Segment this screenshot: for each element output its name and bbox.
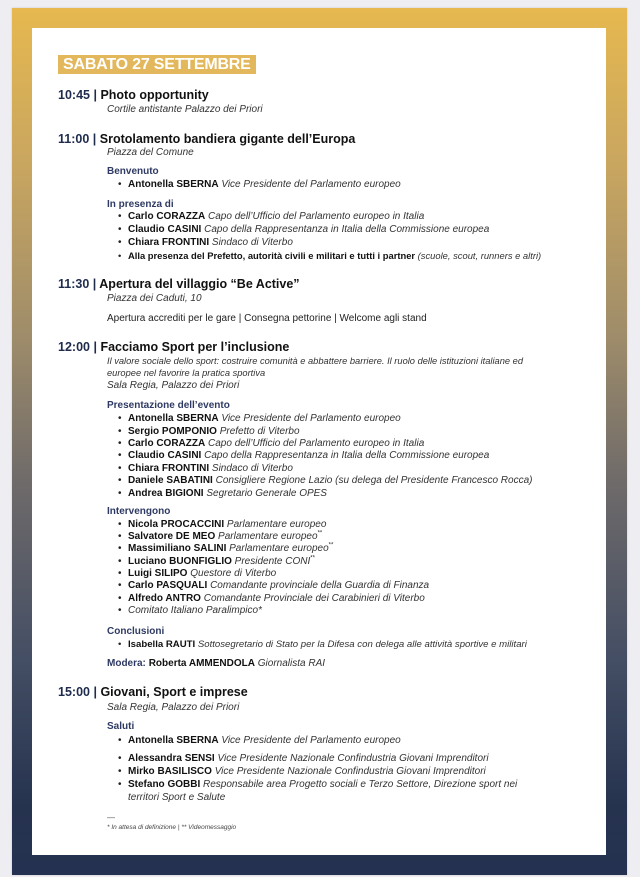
event-time: 12:00 |: [58, 340, 97, 354]
event-heading: [58, 132, 355, 147]
person-name: Andrea BIGIONI: [128, 488, 204, 499]
event-location: Piazza dei Caduti, 10: [107, 293, 202, 304]
person-name: Claudio CASINI: [128, 450, 202, 461]
list-item: • Comitato Italiano Paralimpico*: [118, 605, 262, 616]
person-role: Sottosegretario di Stato per la Difesa con delega alle attività sportive e militari: [197, 639, 527, 650]
event-location: Sala Regia, Palazzo dei Priori: [107, 380, 240, 391]
event-heading: [58, 277, 300, 292]
person-role: Vice Presidente Nazionale Confindustria Giovani Imprenditori: [214, 766, 486, 777]
event-title: Apertura del villaggio “Be Active”: [99, 277, 300, 291]
moderator-label: Modera:: [107, 658, 146, 669]
person-name: Alfredo ANTRO: [128, 593, 201, 604]
event-heading: [58, 685, 248, 700]
list-item: • Carlo CORAZZA Capo dell’Ufficio del Parlamento europeo in Italia: [118, 211, 425, 222]
person-role: Parlamentare europeo: [218, 531, 318, 542]
person-role: Consigliere Regione Lazio (su delega del Presidente Francesco Rocca): [215, 475, 533, 486]
person-name: Nicola PROCACCINI: [128, 519, 225, 530]
event-description: europee nel favorire la pratica sportiva: [107, 368, 266, 378]
person-role: (scuole, scout, runners e altri): [417, 250, 542, 261]
footnote-mark: **: [310, 555, 315, 562]
date-badge: SABATO 27 SETTEMBRE: [58, 55, 256, 74]
list-item: • Isabella RAUTI Sottosegretario di Stato per la Difesa con delega alle attività sportive e militari: [118, 639, 527, 650]
group-label: Conclusioni: [107, 626, 165, 637]
person-role: Sindaco di Viterbo: [211, 237, 293, 248]
list-item: • Alessandra SENSI Vice Presidente Nazionale Confindustria Giovani Imprenditori: [118, 753, 489, 764]
moderator-name: Roberta AMMENDOLA: [148, 658, 255, 669]
list-item: • Chiara FRONTINI Sindaco di Viterbo: [118, 463, 293, 474]
list-item: • Carlo CORAZZA Capo dell’Ufficio del Parlamento europeo in Italia: [118, 438, 425, 449]
person-name: Carlo CORAZZA: [128, 438, 206, 449]
person-role: Comandante provinciale della Guardia di Finanza: [210, 580, 430, 591]
list-item: • Mirko BASILISCO Vice Presidente Nazionale Confindustria Giovani Imprenditori: [118, 766, 486, 777]
person-name: Sergio POMPONIO: [128, 426, 217, 437]
footnote-rule: —: [107, 813, 115, 822]
footnote: * In attesa di definizione | ** Videomessaggio: [107, 824, 237, 831]
list-item: • Stefano GOBBI Responsabile area Progetto sociali e Terzo Settore, Direzione sport nei: [118, 779, 518, 790]
person-name: Massimiliano SALINI: [128, 543, 227, 554]
list-item: • Alfredo ANTRO Comandante Provinciale dei Carabinieri di Viterbo: [118, 593, 425, 604]
footnote-mark: **: [328, 542, 334, 549]
list-item: • Claudio CASINI Capo della Rappresentanza in Italia della Commissione europea: [118, 224, 490, 235]
person-name: Alessandra SENSI: [128, 753, 215, 764]
person-role: Parlamentare europeo: [226, 519, 327, 530]
list-item: • Andrea BIGIONI Segretario Generale OPES: [118, 488, 327, 499]
person-name: Antonella SBERNA: [128, 179, 219, 190]
person-name: Luigi SILIPO: [128, 568, 188, 579]
event-title: Giovani, Sport e imprese: [100, 685, 248, 699]
person-role: Presidente CONI: [234, 556, 311, 567]
list-item: • Luciano BUONFIGLIO Presidente CONI**: [118, 555, 315, 567]
list-item: • Antonella SBERNA Vice Presidente del Parlamento europeo: [118, 413, 401, 424]
list-item: • Salvatore DE MEO Parlamentare europeo**: [118, 530, 323, 542]
list-item: • Massimiliano SALINI Parlamentare europeo**: [118, 542, 334, 554]
person-role: Capo della Rappresentanza in Italia della Commissione europea: [204, 450, 490, 461]
moderator-line: [107, 658, 325, 670]
footnote-mark: **: [317, 530, 323, 537]
person-name: Stefano GOBBI: [128, 779, 201, 790]
person-role: Vice Presidente del Parlamento europeo: [221, 413, 401, 424]
event-location: Sala Regia, Palazzo dei Priori: [107, 702, 240, 713]
person-name: Chiara FRONTINI: [128, 463, 210, 474]
person-role: territori Sport e Salute: [128, 792, 226, 803]
person-role: Comandante Provinciale dei Carabinieri di Viterbo: [203, 593, 425, 604]
person-name: Daniele SABATINI: [128, 475, 213, 486]
person-name: Antonella SBERNA: [128, 735, 219, 746]
group-label: Saluti: [107, 721, 135, 732]
event-title: Facciamo Sport per l’inclusione: [100, 340, 290, 354]
person-role: Capo dell’Ufficio del Parlamento europeo in Italia: [208, 438, 425, 449]
person-name: Claudio CASINI: [128, 224, 202, 235]
person-role: Questore di Viterbo: [190, 568, 277, 579]
person-role: Sindaco di Viterbo: [211, 463, 293, 474]
person-name: Chiara FRONTINI: [128, 237, 210, 248]
event-location: Piazza del Comune: [107, 147, 194, 158]
group-label: Benvenuto: [107, 166, 159, 177]
person-name: Mirko BASILISCO: [128, 766, 212, 777]
event-title: Photo opportunity: [100, 88, 209, 102]
event-description: Il valore sociale dello sport: costruire comunità e abbattere barriere. Il ruolo delle istituzioni italiane ed: [107, 356, 523, 366]
list-item-continuation: [128, 792, 225, 804]
person-role: Vice Presidente Nazionale Confindustria Giovani Imprenditori: [217, 753, 489, 764]
person-role: Comitato Italiano Paralimpico*: [128, 605, 262, 616]
person-role: Segretario Generale OPES: [206, 488, 327, 499]
moderator-role: Giornalista RAI: [257, 658, 326, 669]
event-note: Apertura accrediti per le gare | Consegna pettorine | Welcome agli stand: [107, 313, 427, 324]
event-heading: [58, 88, 209, 103]
list-item: • Antonella SBERNA Vice Presidente del Parlamento europeo: [118, 179, 401, 190]
group-label: In presenza di: [107, 199, 174, 210]
event-heading: [58, 340, 289, 355]
event-time: 11:00 |: [58, 132, 97, 146]
person-role: Capo dell’Ufficio del Parlamento europeo in Italia: [208, 211, 425, 222]
person-role: Prefetto di Viterbo: [219, 426, 300, 437]
list-item: • Claudio CASINI Capo della Rappresentanza in Italia della Commissione europea: [118, 450, 490, 461]
person-name: Isabella RAUTI: [128, 639, 196, 650]
event-location: Cortile antistante Palazzo dei Priori: [107, 104, 263, 115]
person-name: Luciano BUONFIGLIO: [128, 556, 232, 567]
event-time: 11:30 |: [58, 277, 97, 291]
group-label: Presentazione dell’evento: [107, 400, 230, 411]
list-item: • Sergio POMPONIO Prefetto di Viterbo: [118, 426, 300, 437]
person-name: Antonella SBERNA: [128, 413, 219, 424]
programme-sheet: [32, 28, 606, 855]
person-role: Vice Presidente del Parlamento europeo: [221, 179, 401, 190]
list-item: • Carlo PASQUALI Comandante provinciale della Guardia di Finanza: [118, 580, 430, 591]
person-name: Salvatore DE MEO: [128, 531, 216, 542]
person-name: Alla presenza del Prefetto, autorità civili e militari e tutti i partner: [128, 250, 416, 261]
person-role: Vice Presidente del Parlamento europeo: [221, 735, 401, 746]
person-name: Carlo CORAZZA: [128, 211, 206, 222]
list-item: • Antonella SBERNA Vice Presidente del Parlamento europeo: [118, 735, 401, 746]
event-time: 15:00 |: [58, 685, 97, 699]
list-item: • Nicola PROCACCINI Parlamentare europeo: [118, 519, 327, 530]
list-item: • Daniele SABATINI Consigliere Regione Lazio (su delega del Presidente Francesco Rocca): [118, 475, 533, 486]
person-name: Carlo PASQUALI: [128, 580, 208, 591]
person-role: Responsabile area Progetto sociali e Terzo Settore, Direzione sport nei: [203, 779, 518, 790]
list-item: • Alla presenza del Prefetto, autorità civili e militari e tutti i partner (scuole, scout, runners e altri): [118, 250, 542, 261]
group-label: Intervengono: [107, 506, 171, 517]
person-role: Capo della Rappresentanza in Italia della Commissione europea: [204, 224, 490, 235]
list-item: • Chiara FRONTINI Sindaco di Viterbo: [118, 237, 293, 248]
list-item: • Luigi SILIPO Questore di Viterbo: [118, 568, 277, 579]
person-role: Parlamentare europeo: [229, 543, 329, 554]
event-title: Srotolamento bandiera gigante dell’Europa: [99, 132, 356, 146]
event-time: 10:45 |: [58, 88, 97, 102]
